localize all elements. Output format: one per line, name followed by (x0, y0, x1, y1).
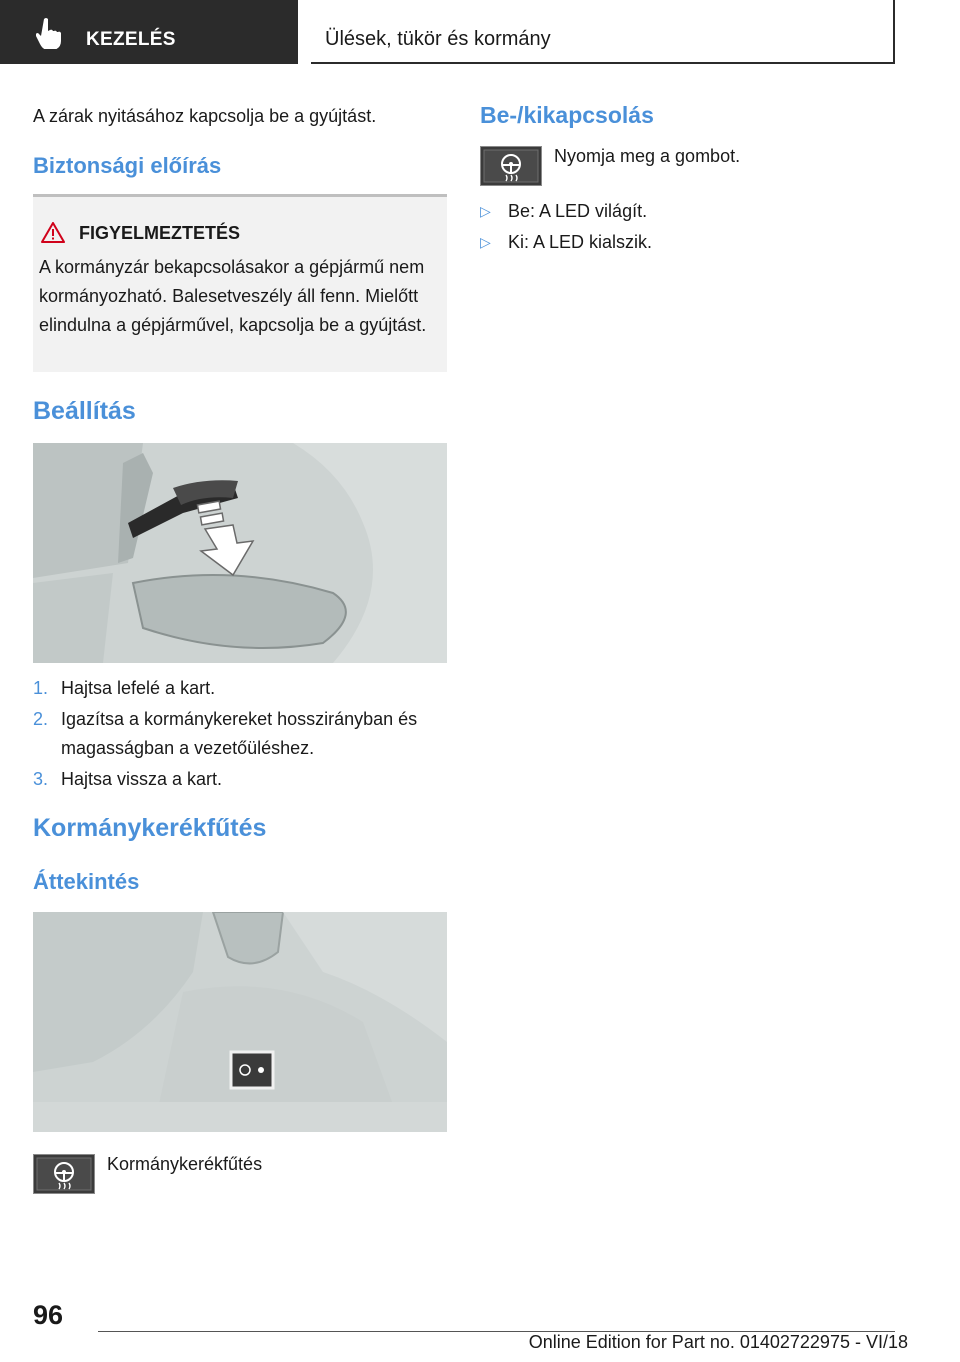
warning-title: FIGYELMEZTETÉS (79, 223, 241, 243)
edition-text: Online Edition for Part no. 01402722975 - VI/18 (528, 1332, 908, 1352)
header-section-tab (0, 0, 298, 64)
onoff-heading: Be-/kikapcsolás (480, 102, 654, 128)
list-item (33, 705, 447, 763)
triangle-bullet-icon: ▷ (480, 203, 491, 219)
step-text: Hajtsa vissza a kart. (61, 769, 223, 789)
warning-body: A kormányzár bekapcsolásakor a gépjármű nem kormányozható. Balesetveszély áll fenn. Mielőtt elindulna a gépjárművel, kapcsolja be a gyújtást. (39, 257, 427, 335)
step-number: 3. (33, 769, 49, 789)
icon-caption: Kormánykerékfűtés (107, 1154, 263, 1174)
warning-box (33, 194, 447, 372)
steering-wheel-heat-icon (34, 1155, 94, 1193)
adjust-heading: Beállítás (33, 397, 136, 425)
list-item (480, 197, 647, 226)
page-number: 96 (33, 1300, 64, 1330)
step-text: Hajtsa lefelé a kart. (61, 678, 216, 698)
header-title-box (311, 0, 895, 64)
step-number: 1. (33, 678, 49, 698)
safety-heading: Biztonsági előírás (33, 153, 222, 178)
chapter-title: Ülések, tükör és kormány (325, 28, 551, 50)
hand-pointer-icon (36, 17, 64, 49)
list-item (33, 674, 447, 703)
heating-button-illustration (33, 912, 447, 1132)
step-number: 2. (33, 709, 49, 729)
overview-heading: Áttekintés (33, 869, 140, 894)
steering-lever-drawing (33, 443, 447, 663)
steering-lever-illustration (33, 443, 447, 663)
bullet-text: Ki: A LED kialszik. (508, 232, 653, 252)
heating-button-drawing (33, 912, 447, 1132)
step-text: Igazítsa a kormánykereket hosszirányban és magasságban a vezetőüléshez. (61, 709, 418, 758)
heating-heading: Kormánykerékfűtés (33, 814, 267, 842)
steering-wheel-heat-icon (481, 147, 541, 185)
onoff-button-icon (480, 146, 542, 186)
list-item (33, 765, 447, 794)
section-label: KEZELÉS (86, 29, 176, 50)
steps-list (33, 674, 447, 794)
steering-heat-button-icon (33, 1154, 95, 1194)
intro-text: A zárak nyitásához kapcsolja be a gyújtást. (33, 106, 377, 126)
bullet-text: Be: A LED világít. (508, 201, 648, 221)
warning-triangle-icon (41, 222, 65, 243)
triangle-bullet-icon: ▷ (480, 234, 491, 250)
press-text: Nyomja meg a gombot. (554, 146, 741, 166)
list-item (480, 228, 652, 257)
